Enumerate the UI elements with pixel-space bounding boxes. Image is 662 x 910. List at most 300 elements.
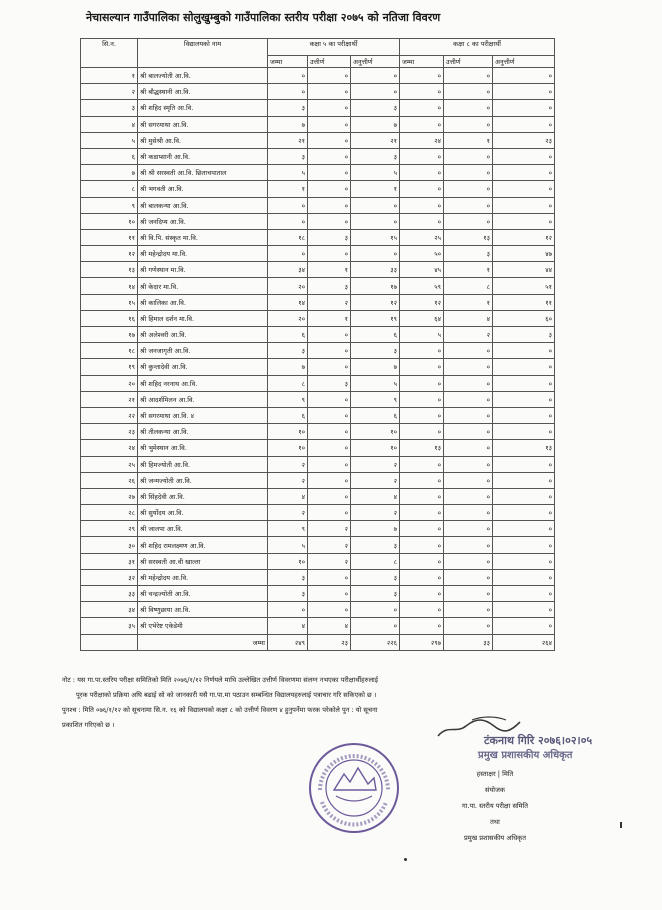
- row-school-name: श्री बालज्योती आ.वि.: [138, 68, 268, 84]
- row-class5-value: ४: [351, 488, 400, 504]
- row-class8-value: ०: [444, 68, 493, 84]
- row-class5-value: ६: [351, 407, 400, 423]
- row-class5-value: ०: [308, 472, 351, 488]
- row-school-name: श्री मुसेश्री आ.वि.: [138, 132, 268, 148]
- row-school-name: श्री शहिद रामलक्ष्मण आ.वि.: [138, 537, 268, 553]
- row-school-name: श्री हिमज्योती आ.वि.: [138, 456, 268, 472]
- table-row: [81, 229, 555, 245]
- row-class5-value: १४: [268, 294, 308, 310]
- row-class5-value: ०: [308, 213, 351, 229]
- row-class8-value: ०: [400, 359, 444, 375]
- row-class5-value: ०: [351, 197, 400, 213]
- signature-role-stamp: प्रमुख प्रशासकीय अधिकृत: [478, 750, 573, 761]
- table-row: [81, 586, 555, 602]
- row-class8-value: १२: [493, 229, 555, 245]
- row-class8-value: ०: [444, 424, 493, 440]
- row-school-name: श्री जनजागृती आ.वि.: [138, 343, 268, 359]
- header-school: विद्यालयको नाम: [138, 39, 268, 68]
- header-c5-fail: अनुत्तीर्ण: [351, 56, 400, 68]
- row-class8-value: ५०: [400, 246, 444, 262]
- row-class5-value: ३४: [268, 262, 308, 278]
- row-class8-value: ३: [493, 327, 555, 343]
- table-row: [81, 181, 555, 197]
- totals-class5-value: २२६: [351, 634, 400, 650]
- row-class8-value: ०: [400, 553, 444, 569]
- header-c5-total: जम्मा: [268, 56, 308, 68]
- table-row: [81, 132, 555, 148]
- table-row: [81, 391, 555, 407]
- row-class5-value: ०: [308, 456, 351, 472]
- row-class8-value: ०: [493, 84, 555, 100]
- row-class5-value: ९: [268, 391, 308, 407]
- table-row: [81, 456, 555, 472]
- row-sn: ३१: [81, 553, 138, 569]
- row-sn: ८: [81, 181, 138, 197]
- row-class8-value: २३: [493, 132, 555, 148]
- row-class8-value: ०: [493, 165, 555, 181]
- row-class5-value: ०: [308, 505, 351, 521]
- row-school-name: श्री चन्द्रज्योती आ.वि.: [138, 586, 268, 602]
- row-class8-value: ०: [400, 116, 444, 132]
- row-sn: २७: [81, 488, 138, 504]
- row-class8-value: ०: [493, 602, 555, 618]
- row-class8-value: ०: [444, 537, 493, 553]
- table-row: [81, 505, 555, 521]
- row-class5-value: ०: [308, 391, 351, 407]
- row-class5-value: २: [351, 472, 400, 488]
- row-sn: ३: [81, 100, 138, 116]
- row-school-name: श्री श्री सरस्वती आ.वि. छिताचपाताल: [138, 165, 268, 181]
- row-class5-value: ०: [308, 424, 351, 440]
- row-class5-value: ४: [308, 618, 351, 634]
- row-sn: ३२: [81, 569, 138, 585]
- row-class5-value: ३: [268, 100, 308, 116]
- row-class5-value: १७: [351, 278, 400, 294]
- row-class5-value: ३: [268, 586, 308, 602]
- row-school-name: श्री हिमाल दर्शन मा.वि.: [138, 310, 268, 326]
- table-row: [81, 84, 555, 100]
- signature-name-date: [484, 733, 592, 748]
- row-class8-value: १३: [400, 440, 444, 456]
- ink-dot: [404, 858, 407, 861]
- row-class5-value: १०: [351, 424, 400, 440]
- row-class8-value: ०: [493, 488, 555, 504]
- row-class8-value: ०: [444, 521, 493, 537]
- row-class5-value: ६: [351, 327, 400, 343]
- row-class8-value: ०: [400, 472, 444, 488]
- table-row: [81, 310, 555, 326]
- table-row: [81, 327, 555, 343]
- row-school-name: श्री बौद्धस्थानी आ.वि.: [138, 84, 268, 100]
- note-line: नोट : यस गा.पा.स्तरिय परीक्षा समितिको मिति २०७६/१/१२ निर्णयले माथि उल्लेखित उत्तीर्ण विवरणमा संलग्न नभएका परीक्षार्थीहरुलाई: [62, 676, 378, 684]
- row-class8-value: ०: [493, 100, 555, 116]
- row-class8-value: १: [444, 294, 493, 310]
- row-class5-value: ०: [268, 213, 308, 229]
- row-school-name: श्री शहिद नरनाथ आ.वि.: [138, 375, 268, 391]
- header-sn: सि.न.: [81, 39, 138, 68]
- row-school-name: श्री महेन्द्रोदय मा.वि.: [138, 246, 268, 262]
- signature-date: २०७६।०२।०५: [538, 734, 593, 747]
- table-row: [81, 343, 555, 359]
- note-line: पुनश्च : मिति ०७६/१/१२ को सूचनामा सि.न. १६ को विद्यालयको कक्षा ८ को उत्तीर्ण विवरण ४ हुनुपर्नेमा फरक परेकोले पुन : यो सूचना: [62, 706, 378, 714]
- row-class8-value: ०: [493, 197, 555, 213]
- row-class8-value: ०: [400, 213, 444, 229]
- row-class8-value: ०: [444, 569, 493, 585]
- row-class5-value: ०: [308, 343, 351, 359]
- row-class8-value: १३: [444, 229, 493, 245]
- row-school-name: श्री भुमेस्थान आ.वि.: [138, 440, 268, 456]
- row-class8-value: ०: [444, 407, 493, 423]
- row-class8-value: ०: [400, 148, 444, 164]
- row-class8-value: ०: [400, 343, 444, 359]
- row-class8-value: ०: [400, 197, 444, 213]
- row-class5-value: ३: [351, 537, 400, 553]
- header-c8-total: जम्मा: [400, 56, 444, 68]
- row-class5-value: २०: [268, 278, 308, 294]
- row-class5-value: २१: [268, 132, 308, 148]
- row-class8-value: ०: [400, 181, 444, 197]
- table-row: [81, 537, 555, 553]
- row-class5-value: ३: [351, 100, 400, 116]
- row-class8-value: ६०: [493, 310, 555, 326]
- table-row: [81, 618, 555, 634]
- row-class5-value: ३: [308, 375, 351, 391]
- row-class8-value: ०: [493, 553, 555, 569]
- row-class8-value: ०: [444, 602, 493, 618]
- row-class8-value: ०: [444, 505, 493, 521]
- row-class5-value: ०: [268, 68, 308, 84]
- row-class8-value: ०: [400, 391, 444, 407]
- row-class8-value: ०: [444, 391, 493, 407]
- row-class5-value: ०: [308, 602, 351, 618]
- row-class5-value: २: [308, 294, 351, 310]
- row-class8-value: २५: [400, 229, 444, 245]
- row-class5-value: ०: [308, 197, 351, 213]
- row-class8-value: ०: [493, 424, 555, 440]
- row-class5-value: ६: [268, 407, 308, 423]
- header-c5-pass: उत्तीर्ण: [308, 56, 351, 68]
- row-class5-value: ७: [351, 521, 400, 537]
- row-class5-value: ८: [268, 375, 308, 391]
- page-title: नेचासल्यान गाउँपालिका सोलुखुम्बुको गाउँपालिका स्तरीय परीक्षा २०७५ को नतिजा विवरण: [86, 11, 441, 24]
- row-class5-value: २: [308, 521, 351, 537]
- row-class5-value: ०: [308, 148, 351, 164]
- row-class5-value: १०: [351, 440, 400, 456]
- row-class5-value: ३: [351, 343, 400, 359]
- header-class8: कक्षा ८ का परीक्षार्थी: [400, 39, 555, 56]
- row-class8-value: ०: [444, 553, 493, 569]
- row-class8-value: ०: [493, 116, 555, 132]
- row-class5-value: १०: [268, 424, 308, 440]
- row-class8-value: ०: [444, 456, 493, 472]
- row-class5-value: ०: [308, 569, 351, 585]
- row-class5-value: ०: [268, 84, 308, 100]
- row-class8-value: ४५: [400, 262, 444, 278]
- row-class8-value: ०: [444, 375, 493, 391]
- row-class8-value: ०: [493, 181, 555, 197]
- row-class5-value: ०: [268, 197, 308, 213]
- row-class8-value: ०: [444, 472, 493, 488]
- signature-name: टंकनाथ गिरि: [484, 734, 535, 747]
- row-class5-value: ८: [351, 553, 400, 569]
- row-school-name: श्री जन्मज्योती आ.वि.: [138, 472, 268, 488]
- row-class8-value: ०: [493, 618, 555, 634]
- row-sn: ६: [81, 148, 138, 164]
- header-c8-pass: उत्तीर्ण: [444, 56, 493, 68]
- row-class8-value: ०: [444, 181, 493, 197]
- row-class5-value: २: [308, 537, 351, 553]
- row-class5-value: १०: [268, 440, 308, 456]
- row-sn: ९: [81, 197, 138, 213]
- row-sn: १३: [81, 262, 138, 278]
- row-class5-value: ५: [268, 165, 308, 181]
- results-table: [80, 38, 555, 651]
- row-class5-value: ४: [268, 618, 308, 634]
- row-class8-value: ०: [444, 165, 493, 181]
- row-sn: २०: [81, 375, 138, 391]
- row-school-name: श्री वि.पि. संस्कृत मा.वि.: [138, 229, 268, 245]
- row-sn: ३३: [81, 586, 138, 602]
- row-class5-value: ७: [351, 359, 400, 375]
- row-class8-value: ०: [444, 84, 493, 100]
- row-class8-value: ४४: [493, 262, 555, 278]
- row-class5-value: ०: [351, 84, 400, 100]
- row-class5-value: ९: [268, 521, 308, 537]
- row-class5-value: १: [351, 181, 400, 197]
- row-class8-value: ४७: [493, 246, 555, 262]
- office-seal: [306, 740, 402, 836]
- signature-line: प्रमुख प्रशासकीय अधिकृत: [464, 834, 526, 842]
- table-row: [81, 569, 555, 585]
- table-row: [81, 488, 555, 504]
- row-class8-value: १३: [493, 440, 555, 456]
- totals-row: [81, 634, 555, 650]
- table-row: [81, 213, 555, 229]
- results-body: [81, 68, 555, 651]
- row-class5-value: ०: [268, 602, 308, 618]
- row-class5-value: १८: [268, 229, 308, 245]
- signature-line: हस्ताक्षर | मिति: [476, 770, 514, 778]
- table-row: [81, 375, 555, 391]
- row-class5-value: ०: [308, 68, 351, 84]
- row-class8-value: २४: [400, 132, 444, 148]
- row-class8-value: ०: [493, 521, 555, 537]
- row-sn: ३०: [81, 537, 138, 553]
- row-class5-value: ३: [268, 569, 308, 585]
- row-school-name: श्री केदार मा.वि.: [138, 278, 268, 294]
- row-class5-value: २०: [268, 310, 308, 326]
- row-school-name: श्री शहिद स्मृति आ.वि.: [138, 100, 268, 116]
- row-class5-value: ०: [308, 116, 351, 132]
- row-class8-value: ०: [493, 359, 555, 375]
- row-class5-value: ५: [268, 537, 308, 553]
- row-school-name: श्री भगवती आ.वि.: [138, 181, 268, 197]
- signature-block: [440, 766, 550, 846]
- row-class5-value: ०: [308, 586, 351, 602]
- row-class5-value: ३: [308, 278, 351, 294]
- row-class5-value: २: [268, 472, 308, 488]
- row-class8-value: ०: [400, 537, 444, 553]
- row-class8-value: ११: [493, 294, 555, 310]
- row-class5-value: ४: [268, 488, 308, 504]
- row-class8-value: ०: [493, 407, 555, 423]
- row-class8-value: ०: [493, 148, 555, 164]
- row-class5-value: २: [308, 553, 351, 569]
- totals-class8-value: २९७: [400, 634, 444, 650]
- row-class5-value: ३३: [351, 262, 400, 278]
- row-class8-value: ०: [493, 213, 555, 229]
- row-class8-value: ०: [400, 456, 444, 472]
- row-school-name: श्री बालकन्या आ.वि.: [138, 197, 268, 213]
- row-school-name: श्री कालिका आ.वि.: [138, 294, 268, 310]
- row-class8-value: ५९: [400, 278, 444, 294]
- row-class5-value: १२: [351, 294, 400, 310]
- row-class8-value: ०: [444, 116, 493, 132]
- table-row: [81, 246, 555, 262]
- row-class5-value: ३: [268, 148, 308, 164]
- totals-label: जम्मा: [138, 634, 268, 650]
- table-row: [81, 278, 555, 294]
- table-row: [81, 521, 555, 537]
- signature-line: गा.पा. स्तरीय परीक्षा समिति: [461, 802, 529, 810]
- row-class8-value: २: [444, 327, 493, 343]
- table-row: [81, 100, 555, 116]
- row-class5-value: ०: [351, 213, 400, 229]
- totals-class5-value: २३: [308, 634, 351, 650]
- row-school-name: श्री कडाप्सानी आ.वि.: [138, 148, 268, 164]
- row-class8-value: ३: [444, 246, 493, 262]
- row-school-name: श्री विष्णुछाया आ.वि.: [138, 602, 268, 618]
- row-school-name: श्री सरस्वती आ.वी खाल्ता: [138, 553, 268, 569]
- row-sn: १९: [81, 359, 138, 375]
- table-row: [81, 148, 555, 164]
- row-school-name: श्री तीलकन्या आ.वि.: [138, 424, 268, 440]
- row-class5-value: ७: [351, 116, 400, 132]
- header-class5: कक्षा ५ का परीक्षार्थी: [268, 39, 400, 56]
- row-class8-value: ०: [493, 537, 555, 553]
- row-sn: २९: [81, 521, 138, 537]
- row-class5-value: ९: [351, 391, 400, 407]
- note-line: पूरक परीक्षाको प्रक्रिया अघि बढाई सो को जानकारी यसै गा.पा.मा पठाउन सम्बन्धित विद्यालयहरुलाई पत्राचार गरि सकिएको छ ।: [76, 691, 377, 699]
- row-school-name: श्री सगरमाथा आ.वि. ४: [138, 407, 268, 423]
- row-sn: १६: [81, 310, 138, 326]
- row-class5-value: २: [351, 456, 400, 472]
- row-class5-value: ०: [308, 84, 351, 100]
- row-class5-value: ०: [308, 407, 351, 423]
- table-row: [81, 68, 555, 84]
- row-class8-value: ०: [444, 359, 493, 375]
- note-line: प्रकाशित गरिएको छ ।: [62, 721, 115, 729]
- row-class8-value: ०: [493, 456, 555, 472]
- table-row: [81, 359, 555, 375]
- row-class8-value: ०: [444, 197, 493, 213]
- row-class8-value: १: [444, 262, 493, 278]
- table-row: [81, 440, 555, 456]
- table-row: [81, 424, 555, 440]
- row-class8-value: ०: [493, 505, 555, 521]
- row-class8-value: ०: [400, 424, 444, 440]
- row-class8-value: ०: [400, 407, 444, 423]
- row-class8-value: ०: [400, 68, 444, 84]
- row-class5-value: २: [268, 456, 308, 472]
- row-sn: ११: [81, 229, 138, 245]
- totals-class8-value: ३३: [444, 634, 493, 650]
- row-class5-value: ७: [268, 359, 308, 375]
- row-class5-value: ०: [308, 165, 351, 181]
- row-class8-value: ०: [493, 343, 555, 359]
- row-class5-value: ०: [351, 618, 400, 634]
- row-class5-value: ०: [268, 246, 308, 262]
- row-class8-value: ०: [444, 586, 493, 602]
- row-sn: १४: [81, 278, 138, 294]
- row-class8-value: ०: [493, 391, 555, 407]
- totals-class8-value: २६४: [493, 634, 555, 650]
- row-class5-value: ५: [351, 375, 400, 391]
- ink-mark: [620, 822, 622, 828]
- row-class8-value: ०: [444, 213, 493, 229]
- table-row: [81, 602, 555, 618]
- row-class8-value: ०: [444, 440, 493, 456]
- row-class5-value: १: [308, 262, 351, 278]
- row-sn: ३४: [81, 602, 138, 618]
- row-class5-value: १९: [351, 310, 400, 326]
- row-class5-value: १: [308, 310, 351, 326]
- row-sn: २४: [81, 440, 138, 456]
- row-school-name: श्री एभेरेष्ट एकेडेमी: [138, 618, 268, 634]
- row-class5-value: १५: [351, 229, 400, 245]
- row-class5-value: ०: [351, 68, 400, 84]
- row-class8-value: ५: [400, 327, 444, 343]
- row-class5-value: ३: [351, 586, 400, 602]
- row-sn: १०: [81, 213, 138, 229]
- row-class8-value: ०: [400, 488, 444, 504]
- row-school-name: श्री सुर्योदय आ.वि.: [138, 505, 268, 521]
- row-class5-value: ०: [351, 602, 400, 618]
- row-sn: २१: [81, 391, 138, 407]
- row-sn: ५: [81, 132, 138, 148]
- signature-line: संयोजक: [485, 786, 505, 794]
- table-row: [81, 407, 555, 423]
- row-class8-value: १: [444, 132, 493, 148]
- row-class8-value: ०: [493, 569, 555, 585]
- row-class8-value: ०: [400, 165, 444, 181]
- row-sn: ३५: [81, 618, 138, 634]
- row-class8-value: ०: [400, 618, 444, 634]
- table-row: [81, 553, 555, 569]
- row-class8-value: ०: [493, 375, 555, 391]
- table-row: [81, 262, 555, 278]
- row-sn: १८: [81, 343, 138, 359]
- row-class8-value: ०: [400, 375, 444, 391]
- row-class5-value: ३: [268, 343, 308, 359]
- row-school-name: श्री जनदिप्य आ.वि.: [138, 213, 268, 229]
- row-class8-value: ८: [444, 278, 493, 294]
- row-class5-value: ०: [308, 181, 351, 197]
- row-sn: २८: [81, 505, 138, 521]
- row-class5-value: १०: [268, 553, 308, 569]
- row-class5-value: ३: [351, 148, 400, 164]
- table-row: [81, 165, 555, 181]
- row-class8-value: ०: [444, 488, 493, 504]
- row-sn: १७: [81, 327, 138, 343]
- header-c8-fail: अनुत्तीर्ण: [493, 56, 555, 68]
- table-row: [81, 116, 555, 132]
- row-sn: २२: [81, 407, 138, 423]
- row-class8-value: ०: [400, 586, 444, 602]
- row-class5-value: ०: [308, 246, 351, 262]
- row-class5-value: ७: [268, 116, 308, 132]
- row-class5-value: ०: [308, 327, 351, 343]
